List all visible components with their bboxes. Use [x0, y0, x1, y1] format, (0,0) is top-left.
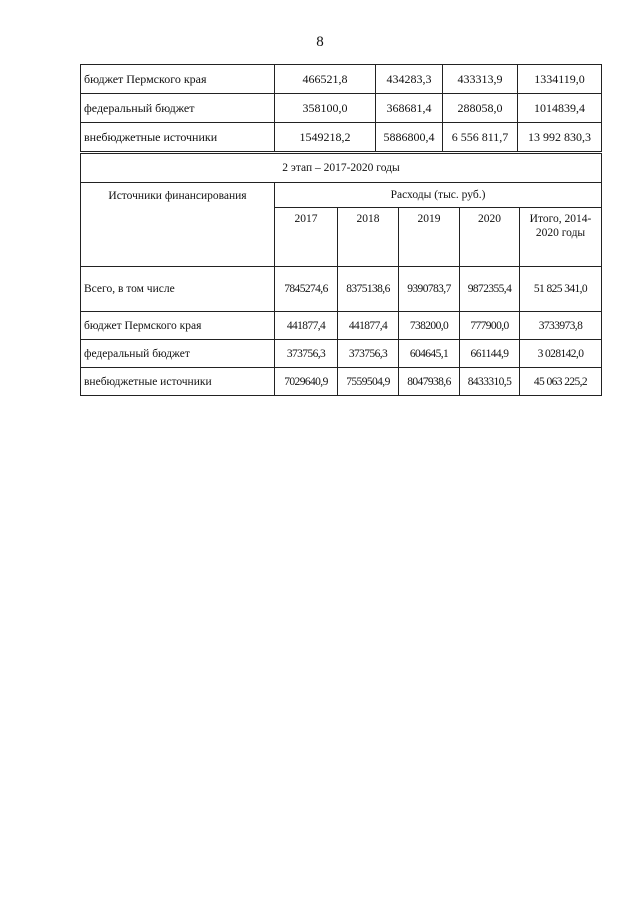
table-row	[81, 123, 602, 152]
cell-value: 7029640,9	[275, 368, 338, 396]
cell-value: 288058,0	[443, 94, 518, 123]
table-row	[81, 267, 602, 312]
funding-table-stage1-continued	[80, 64, 602, 152]
cell-value: 373756,3	[338, 340, 399, 368]
cell-value: 8047938,6	[399, 368, 460, 396]
table-row	[81, 368, 602, 396]
row-label: федеральный бюджет	[81, 94, 275, 123]
cell-value: 5886800,4	[376, 123, 443, 152]
row-label: внебюджетные источники	[81, 123, 275, 152]
total-header: Итого, 2014-2020 годы	[520, 208, 602, 267]
row-label: бюджет Пермского края	[81, 312, 275, 340]
expenses-header: Расходы (тыс. руб.)	[275, 183, 602, 208]
cell-value: 1334119,0	[518, 65, 602, 94]
cell-value: 1014839,4	[518, 94, 602, 123]
cell-value: 13 992 830,3	[518, 123, 602, 152]
year-header: 2020	[460, 208, 520, 267]
cell-value: 738200,0	[399, 312, 460, 340]
cell-value: 466521,8	[275, 65, 376, 94]
stage-title: 2 этап – 2017-2020 годы	[81, 154, 602, 183]
cell-value: 1549218,2	[275, 123, 376, 152]
cell-value: 9872355,4	[460, 267, 520, 312]
cell-value: 777900,0	[460, 312, 520, 340]
row-label: бюджет Пермского края	[81, 65, 275, 94]
table-row	[81, 312, 602, 340]
cell-value: 7845274,6	[275, 267, 338, 312]
cell-value: 45 063 225,2	[520, 368, 602, 396]
row-label: федеральный бюджет	[81, 340, 275, 368]
cell-value: 8433310,5	[460, 368, 520, 396]
stage-title-row	[81, 154, 602, 183]
table-row	[81, 65, 602, 94]
table-row	[81, 340, 602, 368]
header-row	[81, 183, 602, 208]
cell-value: 3733973,8	[520, 312, 602, 340]
cell-value: 441877,4	[275, 312, 338, 340]
year-header: 2018	[338, 208, 399, 267]
cell-value: 441877,4	[338, 312, 399, 340]
cell-value: 7559504,9	[338, 368, 399, 396]
source-header: Источники финансирования	[81, 183, 275, 267]
cell-value: 358100,0	[275, 94, 376, 123]
row-label: Всего, в том числе	[81, 267, 275, 312]
cell-value: 434283,3	[376, 65, 443, 94]
cell-value: 9390783,7	[399, 267, 460, 312]
cell-value: 368681,4	[376, 94, 443, 123]
cell-value: 604645,1	[399, 340, 460, 368]
table-row	[81, 94, 602, 123]
year-header: 2017	[275, 208, 338, 267]
cell-value: 661144,9	[460, 340, 520, 368]
funding-table-stage2	[80, 153, 602, 396]
row-label: внебюджетные источники	[81, 368, 275, 396]
cell-value: 3 028142,0	[520, 340, 602, 368]
cell-value: 433313,9	[443, 65, 518, 94]
cell-value: 51 825 341,0	[520, 267, 602, 312]
page-number: 8	[316, 34, 324, 50]
cell-value: 373756,3	[275, 340, 338, 368]
cell-value: 6 556 811,7	[443, 123, 518, 152]
year-header: 2019	[399, 208, 460, 267]
cell-value: 8375138,6	[338, 267, 399, 312]
